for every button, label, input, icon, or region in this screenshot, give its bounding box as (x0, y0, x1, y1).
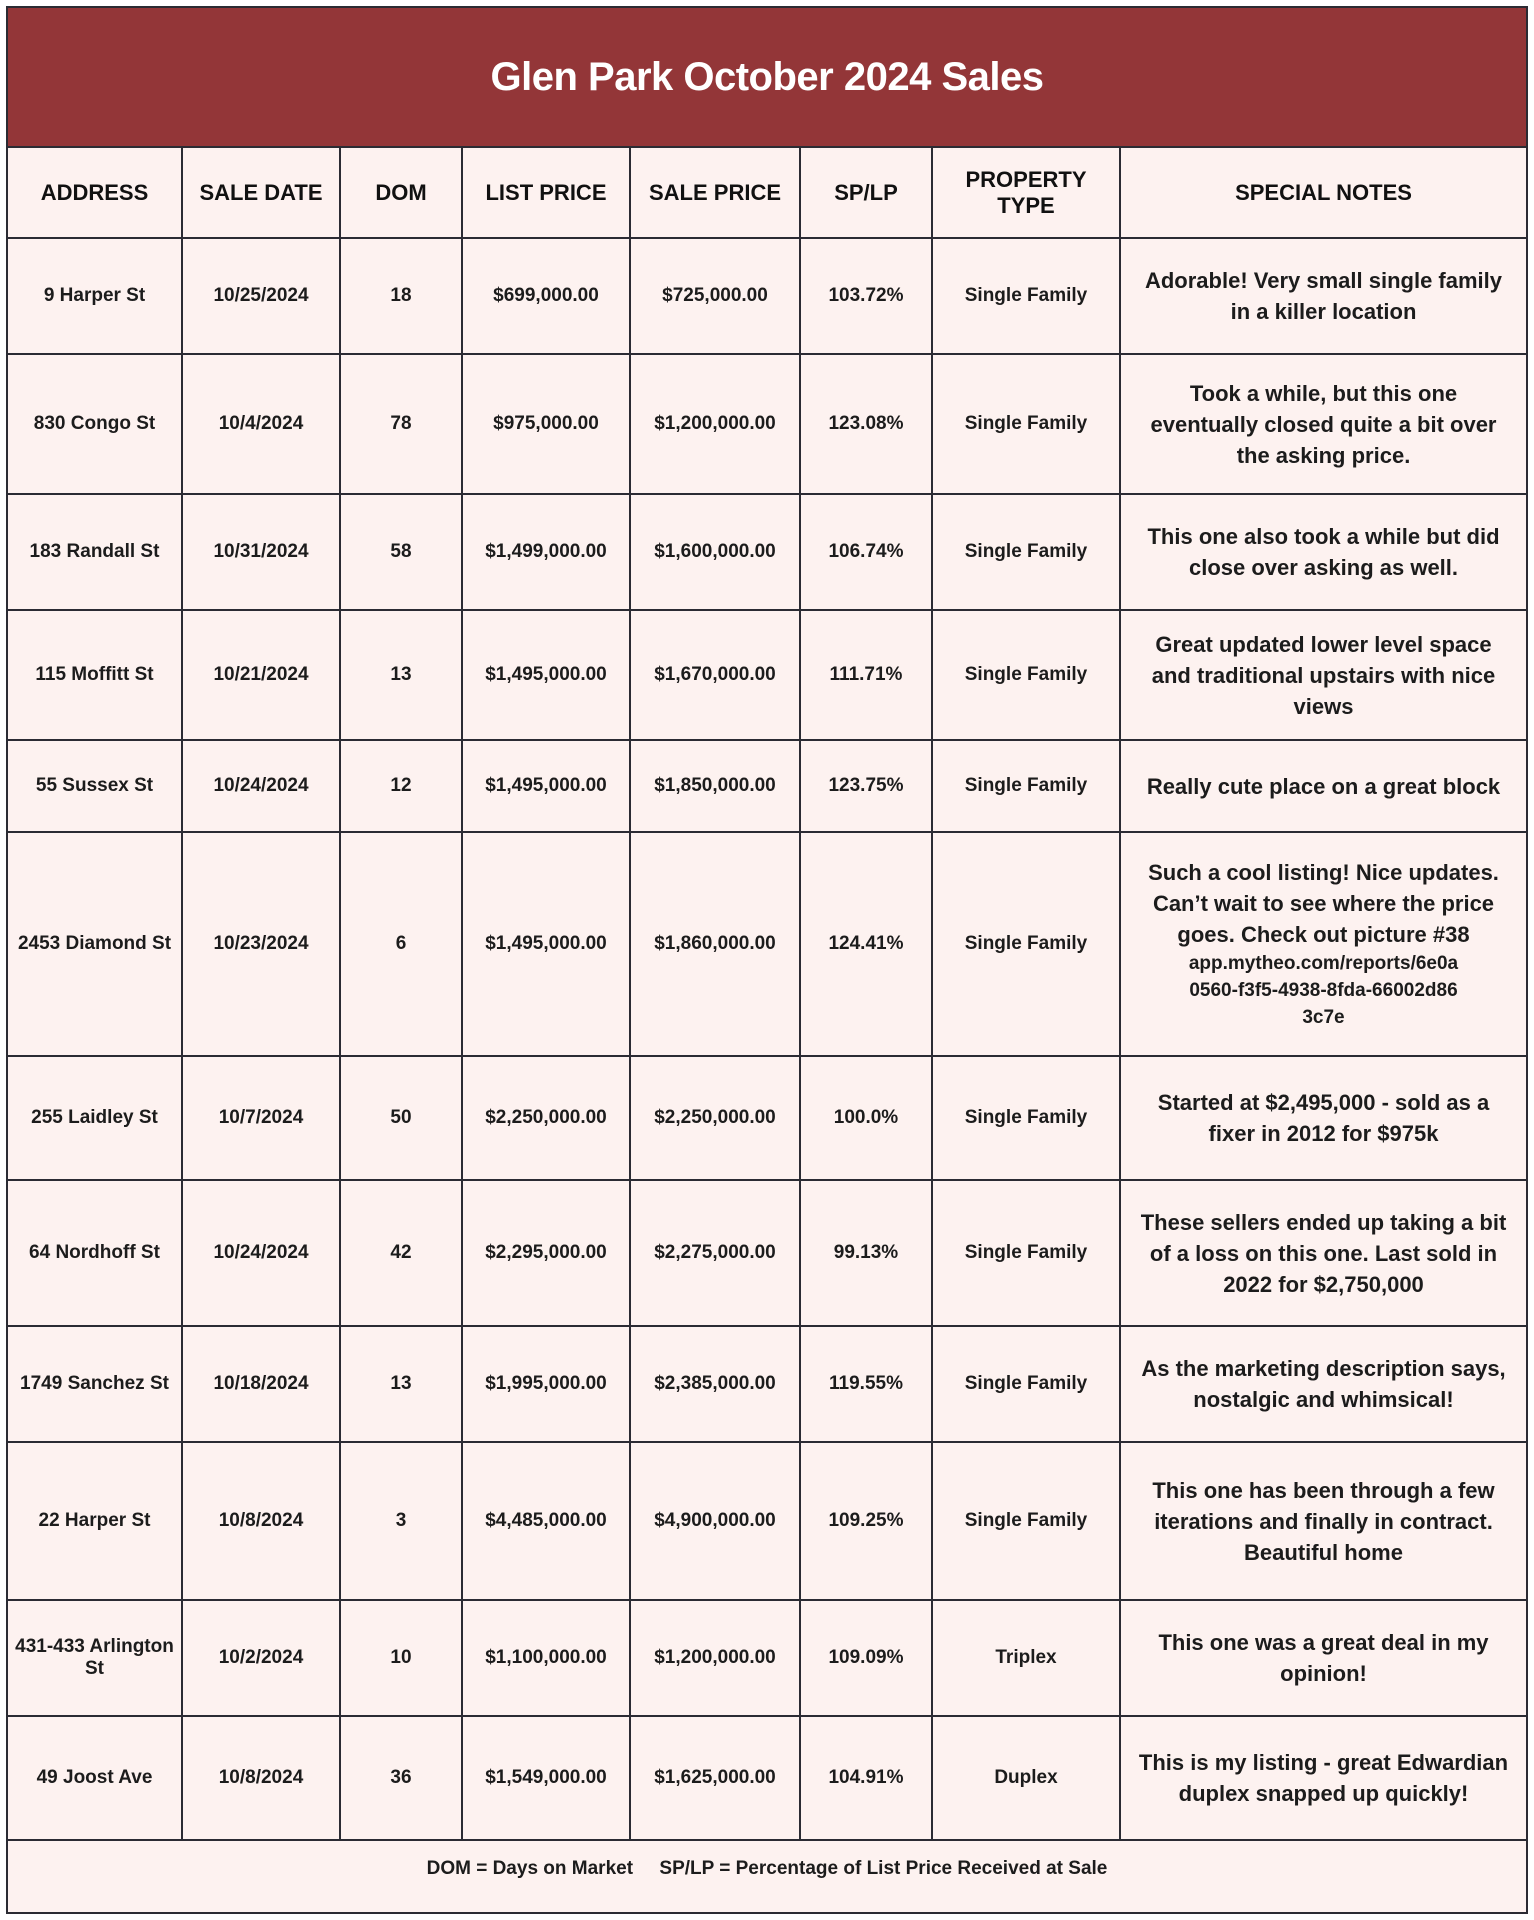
cell-special-notes (1120, 1600, 1526, 1716)
cell-special-notes (1120, 1180, 1526, 1326)
table-row (8, 1442, 1526, 1600)
cell-list-price: $699,000.00 (462, 238, 630, 354)
cell-special-notes (1120, 1716, 1526, 1840)
column-header-dom: DOM (340, 148, 462, 238)
cell-dom: 13 (340, 610, 462, 740)
cell-dom: 36 (340, 1716, 462, 1840)
cell-address: 830 Congo St (8, 354, 182, 494)
note-text: Really cute place on a great block (1146, 773, 1501, 799)
note-text: Adorable! Very small single family in a killer location (1144, 268, 1503, 324)
note-text: These sellers ended up taking a bit of a loss on this one. Last sold in 2022 for $2,750,000 (1140, 1209, 1507, 1297)
legend-footer: DOM = Days on Market SP/LP = Percentage of List Price Received at Sale (426, 1858, 1108, 1879)
cell-sale-date: 10/8/2024 (182, 1442, 340, 1600)
cell-address: 115 Moffitt St (8, 610, 182, 740)
note-text: This is my listing - great Edwardian duplex snapped up quickly! (1138, 1750, 1509, 1806)
cell-list-price: $4,485,000.00 (462, 1442, 630, 1600)
cell-sp-lp: 99.13% (800, 1180, 932, 1326)
note-text: This one has been through a few iterations and finally in contract. Beautiful home (1152, 1477, 1495, 1565)
table-body (8, 238, 1526, 1840)
table-row (8, 740, 1526, 832)
cell-address: 64 Nordhoff St (8, 1180, 182, 1326)
cell-sale-date: 10/21/2024 (182, 610, 340, 740)
cell-sale-price: $1,670,000.00 (630, 610, 800, 740)
header-row (8, 148, 1526, 238)
table-row (8, 1180, 1526, 1326)
table-row (8, 1716, 1526, 1840)
cell-sp-lp: 123.08% (800, 354, 932, 494)
column-header-sale-price: SALE PRICE (630, 148, 800, 238)
note-text: This one also took a while but did close over asking as well. (1147, 524, 1500, 580)
cell-list-price: $1,100,000.00 (462, 1600, 630, 1716)
page-title: Glen Park October 2024 Sales (490, 54, 1044, 99)
cell-special-notes (1120, 610, 1526, 740)
cell-list-price: $2,250,000.00 (462, 1056, 630, 1180)
table-row (8, 1056, 1526, 1180)
cell-sale-date: 10/8/2024 (182, 1716, 340, 1840)
note-text: Started at $2,495,000 - sold as a fixer in 2012 for $975k (1157, 1090, 1490, 1146)
cell-address: 2453 Diamond St (8, 832, 182, 1056)
cell-address: 9 Harper St (8, 238, 182, 354)
cell-sale-price: $1,200,000.00 (630, 354, 800, 494)
cell-property-type: Single Family (932, 1180, 1120, 1326)
table-row (8, 610, 1526, 740)
sales-sheet (6, 6, 1528, 1914)
sales-table (8, 148, 1526, 1841)
cell-dom: 3 (340, 1442, 462, 1600)
cell-sale-date: 10/31/2024 (182, 494, 340, 610)
table-row (8, 1326, 1526, 1442)
cell-dom: 18 (340, 238, 462, 354)
table-row (8, 354, 1526, 494)
cell-sp-lp: 109.09% (800, 1600, 932, 1716)
cell-sale-date: 10/23/2024 (182, 832, 340, 1056)
column-header-sp-lp: SP/LP (800, 148, 932, 238)
cell-property-type: Single Family (932, 740, 1120, 832)
cell-dom: 58 (340, 494, 462, 610)
cell-sp-lp: 103.72% (800, 238, 932, 354)
column-header-list-price: LIST PRICE (462, 148, 630, 238)
cell-dom: 6 (340, 832, 462, 1056)
cell-sp-lp: 104.91% (800, 1716, 932, 1840)
note-link[interactable]: app.mytheo.com/reports/6e0a0560-f3f5-4938-8fda-66002d863c7e (1188, 953, 1459, 1028)
cell-sp-lp: 106.74% (800, 494, 932, 610)
cell-address: 55 Sussex St (8, 740, 182, 832)
cell-special-notes (1120, 354, 1526, 494)
cell-property-type: Single Family (932, 494, 1120, 610)
cell-property-type: Duplex (932, 1716, 1120, 1840)
cell-list-price: $1,499,000.00 (462, 494, 630, 610)
cell-special-notes (1120, 238, 1526, 354)
cell-property-type: Single Family (932, 1056, 1120, 1180)
cell-sale-date: 10/24/2024 (182, 1180, 340, 1326)
cell-sale-date: 10/4/2024 (182, 354, 340, 494)
cell-sale-date: 10/24/2024 (182, 740, 340, 832)
cell-special-notes (1120, 1442, 1526, 1600)
cell-sp-lp: 100.0% (800, 1056, 932, 1180)
column-header-address: ADDRESS (8, 148, 182, 238)
cell-sp-lp: 111.71% (800, 610, 932, 740)
cell-dom: 78 (340, 354, 462, 494)
cell-list-price: $975,000.00 (462, 354, 630, 494)
cell-special-notes (1120, 832, 1526, 1056)
cell-special-notes (1120, 1326, 1526, 1442)
cell-sale-date: 10/18/2024 (182, 1326, 340, 1442)
cell-dom: 13 (340, 1326, 462, 1442)
cell-list-price: $1,495,000.00 (462, 610, 630, 740)
cell-property-type: Single Family (932, 354, 1120, 494)
cell-dom: 12 (340, 740, 462, 832)
cell-special-notes (1120, 494, 1526, 610)
cell-address: 22 Harper St (8, 1442, 182, 1600)
table-row (8, 494, 1526, 610)
column-header-sale-date: SALE DATE (182, 148, 340, 238)
note-text: Great updated lower level space and traditional upstairs with nice views (1151, 631, 1496, 719)
cell-sp-lp: 109.25% (800, 1442, 932, 1600)
cell-sale-price: $1,850,000.00 (630, 740, 800, 832)
cell-sp-lp: 123.75% (800, 740, 932, 832)
cell-dom: 10 (340, 1600, 462, 1716)
cell-sale-price: $2,275,000.00 (630, 1180, 800, 1326)
note-text: Such a cool listing! Nice updates. Can’t wait to see where the price goes. Check out picture #38 (1148, 860, 1499, 947)
cell-list-price: $1,495,000.00 (462, 740, 630, 832)
table-row (8, 238, 1526, 354)
note-text: Took a while, but this one eventually closed quite a bit over the asking price. (1150, 380, 1497, 468)
cell-special-notes (1120, 740, 1526, 832)
cell-sale-price: $1,200,000.00 (630, 1600, 800, 1716)
cell-sale-date: 10/2/2024 (182, 1600, 340, 1716)
cell-address: 1749 Sanchez St (8, 1326, 182, 1442)
cell-list-price: $1,495,000.00 (462, 832, 630, 1056)
cell-address: 183 Randall St (8, 494, 182, 610)
cell-sale-date: 10/7/2024 (182, 1056, 340, 1180)
cell-property-type: Single Family (932, 832, 1120, 1056)
cell-sale-price: $2,250,000.00 (630, 1056, 800, 1180)
cell-property-type: Single Family (932, 610, 1120, 740)
table-row (8, 832, 1526, 1056)
column-header-special-notes: SPECIAL NOTES (1120, 148, 1526, 238)
note-text: As the marketing description says, nostalgic and whimsical! (1141, 1356, 1506, 1412)
cell-sp-lp: 119.55% (800, 1326, 932, 1442)
cell-list-price: $2,295,000.00 (462, 1180, 630, 1326)
cell-sale-price: $725,000.00 (630, 238, 800, 354)
table-row (8, 1600, 1526, 1716)
cell-sale-price: $4,900,000.00 (630, 1442, 800, 1600)
cell-list-price: $1,995,000.00 (462, 1326, 630, 1442)
cell-sale-price: $1,600,000.00 (630, 494, 800, 610)
cell-property-type: Single Family (932, 1326, 1120, 1442)
cell-address: 255 Laidley St (8, 1056, 182, 1180)
cell-sale-price: $1,860,000.00 (630, 832, 800, 1056)
column-header-property-type: PROPERTY TYPE (932, 148, 1120, 238)
cell-sp-lp: 124.41% (800, 832, 932, 1056)
cell-address: 49 Joost Ave (8, 1716, 182, 1840)
cell-property-type: Single Family (932, 1442, 1120, 1600)
cell-dom: 42 (340, 1180, 462, 1326)
cell-special-notes (1120, 1056, 1526, 1180)
cell-property-type: Triplex (932, 1600, 1120, 1716)
cell-address: 431-433 Arlington St (8, 1600, 182, 1716)
note-text: This one was a great deal in my opinion! (1158, 1630, 1489, 1686)
cell-sale-price: $2,385,000.00 (630, 1326, 800, 1442)
cell-sale-price: $1,625,000.00 (630, 1716, 800, 1840)
title-banner (8, 8, 1526, 148)
cell-sale-date: 10/25/2024 (182, 238, 340, 354)
cell-list-price: $1,549,000.00 (462, 1716, 630, 1840)
cell-dom: 50 (340, 1056, 462, 1180)
cell-property-type: Single Family (932, 238, 1120, 354)
